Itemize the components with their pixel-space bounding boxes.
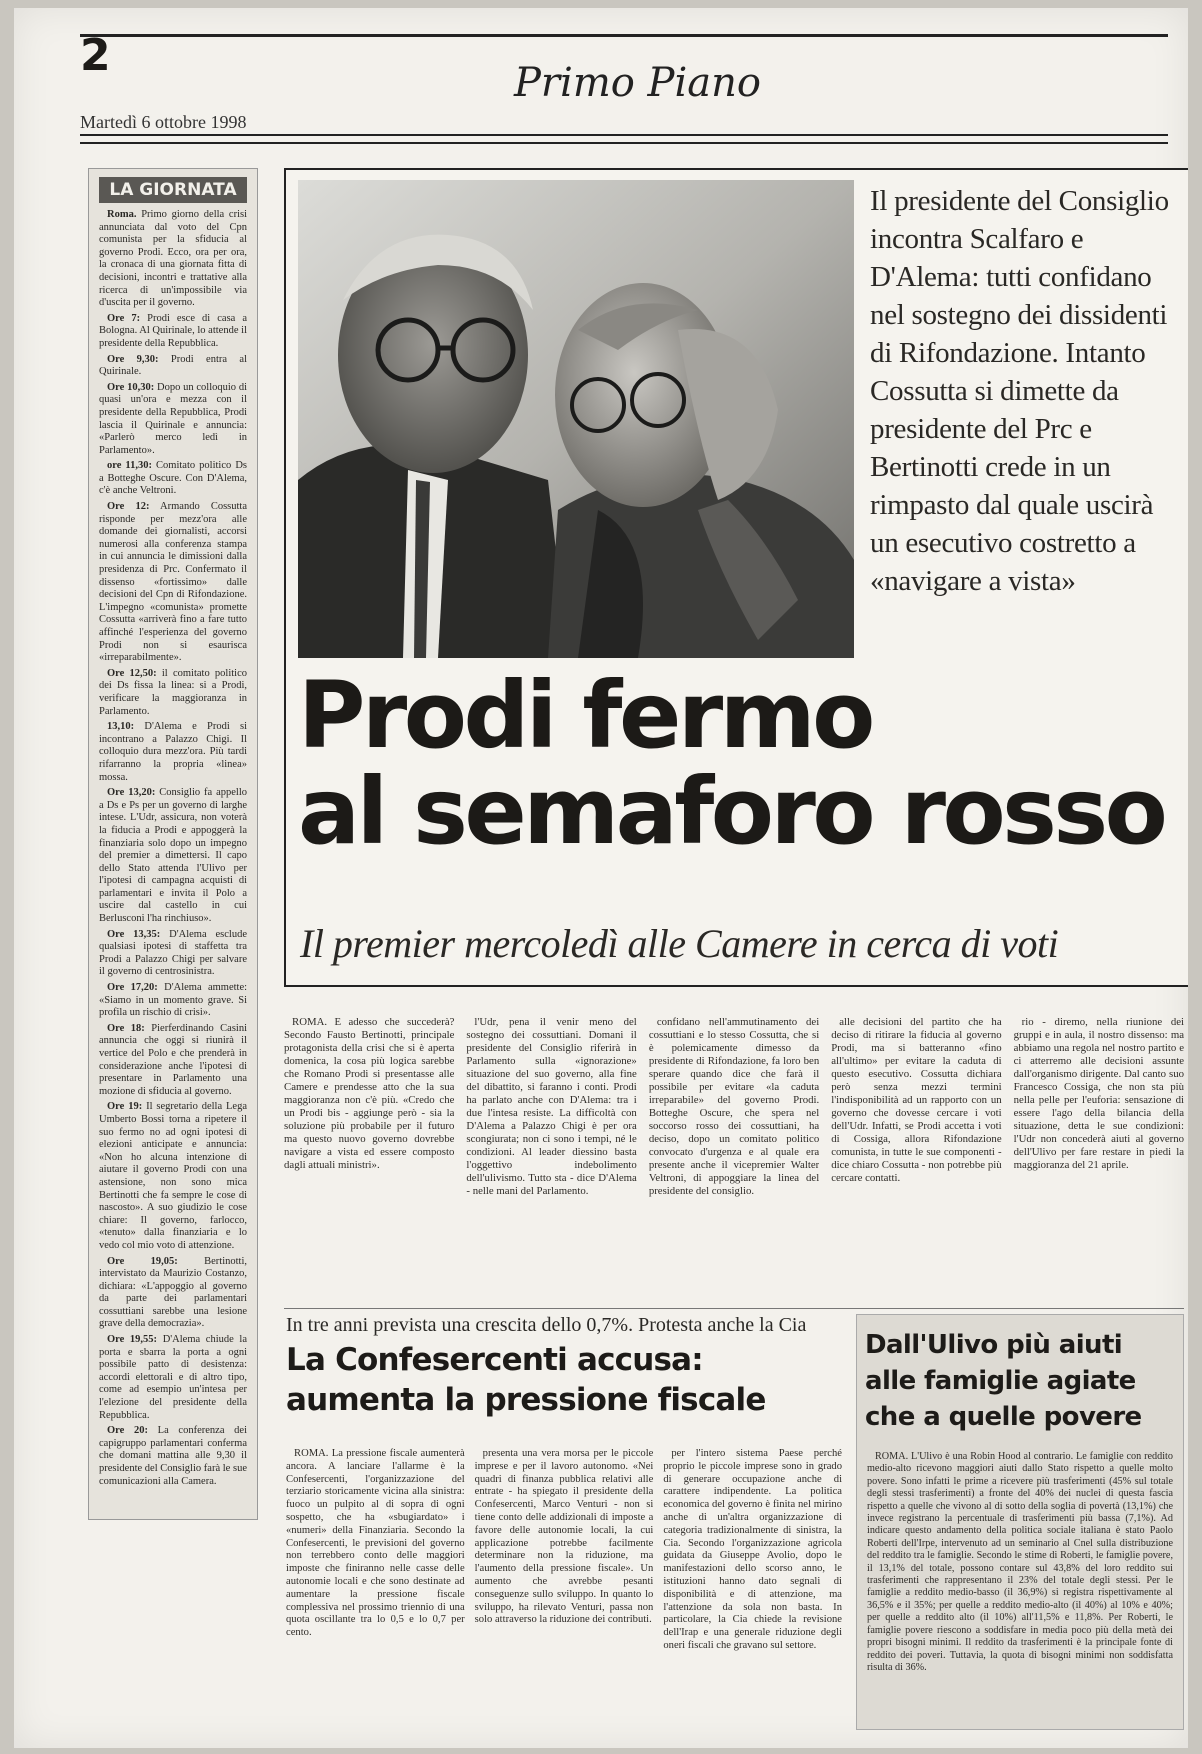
text-column: ROMA. La pressione fiscale aumenterà ancora. A lanciare l'allarme è la Confesercenti, l'organizzazione del terziario storicamente vicina alla sinistra: fuoco un pulpito al di sopra di ogni sospetto, che ha «sbugiardato» i «numeri» della Finanziaria. Secondo la Confesercenti, le previsioni del governo non terrebbero conto delle maggiori imposte che finiranno nelle casse delle autonomie locali e che sono destinate ad aumentare la pressione fiscale complessiva nel prossimo triennio di una quota oscillante tra lo 0,5 e lo 0,7 per cento. <box>286 1448 465 1639</box>
sidebar-entry: Ore 18: Pierferdinando Casini annuncia che oggi si riunirà il vertice del Polo e che prenderà in considerazione anche l'ipotesi di presentare in Parlamento una mozione di sfiducia al governo. <box>99 1022 248 1097</box>
top-rule <box>80 34 1168 37</box>
sidebar-entry: Ore 19,55: D'Alema chiude la porta e sbarra la porta a ogni possibile patto di desistenza: accordi elettorali e di altro tipo, come ad esempio un'intesa per l'elezione del presidente della Repubblica. <box>99 1334 248 1421</box>
lead-deck: Il presidente del Consiglio incontra Scalfaro e D'Alema: tutti confidano nel sostegno dei dissidenti di Rifondazione. Intanto Cossutta si dimette da presidente del Prc e Bertinotti crede in un rimpasto dal quale uscirà un esecutivo costretto a «navigare a vista» <box>870 185 1169 597</box>
sidebar-entry: Ore 10,30: Dopo un colloquio di quasi un'ora e mezza con il presidente della Repubblica, Prodi lascia il Quirinale e annuncia: «Parlerò merco ledì in Parlamento». <box>99 381 247 456</box>
story2-headline <box>286 1340 846 1420</box>
lead-story-columns <box>284 1016 1184 1308</box>
text-column: per l'intero sistema Paese perché proprio le piccole imprese sono in grado di generare occupazione anche di carattere indipendente. La politica economica del governo è finita nel mirino anche di un'altra organizzazione di categoria tradizionalmente di sinistra, la Cia. Secondo l'organizzazione agricola guidata da Giuseppe Avolio, dopo le manifestazioni dello scorso anno, le istituzioni hanno dato segnali di disponibilità e di attenzione, ma l'attenzione da sola non basta. In particolare, la Cia chiede la revisione dell'Irap e una generale riduzione degli oneri fiscali che gravano sul settore. <box>663 1448 843 1651</box>
sidebar-entry: Roma. Primo giorno della crisi annunciata dal voto del Cpn comunista per la sfiducia al governo Prodi. Ecco, ora per ora, la cronaca di una giornata fitta di decisioni, incontri e trattative alla ricerca di un'impossibile via d'uscita per il governo. <box>99 209 248 309</box>
sidebar-entry: Ore 13,20: Consiglio fa appello a Ds e Ps per un governo di larghe intese. L'Udr, assicura, non voterà la fiducia a Prodi e appoggerà la finanziaria solo dopo un impegno del premier a dimettersi. Il capo dello Stato attenda l'Ulivo per l'ipotesi di campagna acquisti di parlamentari e invita il Polo a uscire dal castello in cui Berlusconi l'ha rinchiuso». <box>99 787 248 925</box>
headline-line: Prodi fermo <box>298 662 872 769</box>
sidebar-entry: Ore 19: Il segretario della Lega Umberto Bossi torna a ripetere il suo fermo no ad ogni ipotesi di elezioni anticipate e annuncia: «Non ho alcuna intenzione di aiutare il governo Prodi con una astensione, non sono mica Bertinotti che fa sempre le cose di nascosto». A suo giudizio le cose chiare: Il governo, farlocco, «tenuto» dalla finanziaria e lo vedo col mio voto di attenzione. <box>99 1101 248 1251</box>
lead-story <box>284 168 1188 987</box>
headline-line: aumenta la pressione fiscale <box>286 1382 766 1418</box>
story3-headline <box>865 1327 1177 1435</box>
headline-line: alle famiglie agiate <box>865 1366 1136 1396</box>
story2-columns <box>286 1448 842 1728</box>
newspaper-page <box>14 8 1188 1748</box>
sidebar-la-giornata <box>88 168 258 1520</box>
sidebar-entry: Ore 12,50: il comitato politico dei Ds fissa la linea: si a Prodi, verificare la maggioranza in Parlamento. <box>99 667 248 717</box>
sidebar-entry: Ore 9,30: Prodi entra al Quirinale. <box>99 353 247 378</box>
headline-line: Dall'Ulivo più aiuti <box>865 1330 1123 1360</box>
story3-box <box>856 1314 1184 1730</box>
story3-body: ROMA. L'Ulivo è una Robin Hood al contrario. Le famiglie con reddito medio-alto ricevono maggiori aiuti dallo Stato rispetto a quelle molto povere. Sono infatti le prime a ricevere più trasferimenti (45% sul totale degli stessi trasferimenti) a fronte del 40% dei nuclei di questa fascia rispetto a quelle che vivono al di sotto della soglia di povertà (13,1%) che invece registrano la percentuale di trasferimenti più bassa (7,1%). Ad indicare questo andamento della politica sociale italiana è stato Paolo Roberti dell'Irpe, intervenuto ad un seminario al Cnel sulla distribuzione del reddito tra le famiglie. Secondo le stime di Roberti, le famiglie povere, il 13,1% del totale, possono contare sul 43,8% del loro reddito sui trasferimenti che rappresentano il 23% del totale degli stessi. Per le famiglie a reddito medio-basso (il 36,9%) si registra rispettivamente al 36,5% e il 35%; per quelle a reddito medio-alto (il 40%) al 10% e 40%; per quelle a reddito alto (il 10%) all'11,5% e 11,8%. Per Roberti, le famiglie povere riescono a soddisfare in media poco più della metà dei propri bisogni minimi. Il reddito da trasferimenti è la principale fonte di reddito dei poveri. Tuttavia, la quota di bisogni minimi non soddisfatta risulta di 36%. <box>867 1451 1173 1673</box>
text-column: l'Udr, pena il venir meno del sostegno dei cossuttiani. Domani il presidente del Consiglio riferirà in Parlamento sulla «ignorazione» situazione del suo governo, alla fine del dibattito, si faranno i conti. Prodi ha parlato anche con D'Alema: tra i due l'intesa resiste. La difficoltà con D'Alema a Palazzo Chigi è per ora scongiurata; non ci sono i tempi, né le condizioni. Al leader diessino basta l'oggettivo indebolimento dell'ulivismo. Tutto sta - dice D'Alema - nelle mani del Parlamento. <box>466 1016 637 1197</box>
section-title: Primo Piano <box>514 60 761 106</box>
headline-line: al semaforo rosso <box>298 758 1165 865</box>
text-column: rio - diremo, nella riunione dei gruppi e in aula, il nostro dissenso: ma abbiamo una regola nel nostro partito e ci atterremo alle decisioni assunte dall'organismo dirigente. Dal canto suo Francesco Cossiga, che non sta più nella pelle per l'euforia: sensazione di essere l'ago della bilancia della situazione, detta le sue condizioni: l'Udr non concederà aiuti al governo dell'Ulivo per fare restare in piedi la maggioranza del 21 aprile. <box>1013 1016 1185 1171</box>
issue-date: Martedì 6 ottobre 1998 <box>80 112 247 132</box>
text-column: alle decisioni del partito che ha deciso di ritirare la fiducia al governo Prodi, ma si batteranno «fino all'ultimo» per evitare la caduta di questo esecutivo. Cossutta dichiara però senza mezzi termini l'indisponibilità ad un rapporto con un governo che dovesse cercare i voti dell'Udr. Infatti, se Prodi accetta i voti di Cossiga, allora Rifondazione comunista, in tutte le sue componenti - dice chiaro Cossutta - non potrebbe più cercare contatti. <box>831 1016 1002 1184</box>
sidebar-entry: 13,10: D'Alema e Prodi si incontrano a Palazzo Chigi. Il colloquio dura mezz'ora. Più tardi rifarranno la propria «linea» mossa. <box>99 721 247 783</box>
photo-two-men <box>298 180 854 658</box>
headline-line: che a quelle povere <box>865 1402 1142 1432</box>
lead-headline <box>298 662 1188 865</box>
news-photo <box>298 180 854 658</box>
sidebar-entry: Ore 17,20: D'Alema ammette: «Siamo in un momento grave. Si profila un rischio di crisi». <box>99 982 248 1019</box>
sidebar-entry: Ore 19,05: Bertinotti, intervistato da Maurizio Costanzo, dichiara: «L'appoggio al governo da parte dei parlamentari cossuttiani sarebbe una lesione grave della democrazia». <box>99 1255 248 1330</box>
text-column: presenta una vera morsa per le piccole imprese e per il lavoro autonomo. «Nei quadri di finanza pubblica relativi alle entrate - ha spiegato il presidente della Confesercenti, Marco Venturi - non si tiene conto delle addizionali di imposte a favore delle autonomie locali, la cui applicazione potrebbe facilmente determinare non la riduzione, ma l'aumento della pressione fiscale». Un aumento che avrebbe pesanti conseguenze sullo sviluppo. In quanto lo sviluppo, ha rilevato Venturi, passa non solo attraverso la riduzione dei contributi. <box>474 1448 654 1626</box>
text-column: confidano nell'ammutinamento dei cossuttiani e lo stesso Cossutta, che si è polemicamente dimesso da presidente di Rifondazione, fa loro ben sperare quando dice che farà il possibile per evitare «la caduta irreparabile» del governo Prodi. Botteghe Oscure, che spera nel soccorso rosso dei cossuttiani, ha deciso, dopo un comitato politico convocato d'urgenza e al quale era presente anche il vicepremier Walter Veltroni, di appoggiare la linea del presidente del consiglio. <box>648 1016 820 1197</box>
sidebar-body <box>89 209 257 1488</box>
sidebar-title: LA GIORNATA <box>99 177 247 203</box>
story2-kicker: In tre anni prevista una crescita dello 0,7%. Protesta anche la Cia <box>286 1314 807 1336</box>
masthead-rule <box>80 134 1168 144</box>
lead-subhead: Il premier mercoledì alle Camere in cerca di voti <box>300 921 1059 966</box>
page-number: 2 <box>80 30 111 81</box>
story-divider <box>284 1308 1184 1309</box>
headline-line: La Confesercenti accusa: <box>286 1342 703 1378</box>
text-column: ROMA. E adesso che succederà? Secondo Fausto Bertinotti, principale protagonista della crisi che si è aperta domenica, la cosa più logica sarebbe che Romano Prodi si presentasse alle Camere e prendesse atto che la sua maggioranza non c'è più. «Credo che un Prodi bis - aggiunge però - sia la soluzione più probabile per il futuro ma questo nuovo governo dovrebbe navigare a vista ed essere composto dagli attuali ministri». <box>284 1016 455 1171</box>
sidebar-entry: ore 11,30: Comitato politico Ds a Botteghe Oscure. Con D'Alema, c'è anche Veltroni. <box>99 460 247 497</box>
sidebar-entry: Ore 7: Prodi esce di casa a Bologna. Al Quirinale, lo attende il presidente della Repubblica. <box>99 312 248 349</box>
sidebar-entry: Ore 13,35: D'Alema esclude qualsiasi ipotesi di staffetta tra Prodi a Palazzo Chigi per salvare il governo di centrosinistra. <box>99 928 247 978</box>
sidebar-entry: Ore 12: Armando Cossutta risponde per mezz'ora alle domande dei giornalisti, accorsi numerosi alla conferenza stampa in cui annuncia le dimissioni dalla presidenza di Prc. Confermato il dissenso «fortissimo» dalle decisioni del Cpn di Rifondazione. L'impegno «comunista» promette Cossutta «arriverà fino a fare tutto affinché l'esperienza del governo Prodi non si esaurisca «irreparabilmente». <box>99 501 248 664</box>
sidebar-entry: Ore 20: La conferenza dei capigruppo parlamentari conferma che domani mattina alle 9,30 il presidente del Consiglio farà le sue comunicazioni alla Camera. <box>99 1425 247 1487</box>
